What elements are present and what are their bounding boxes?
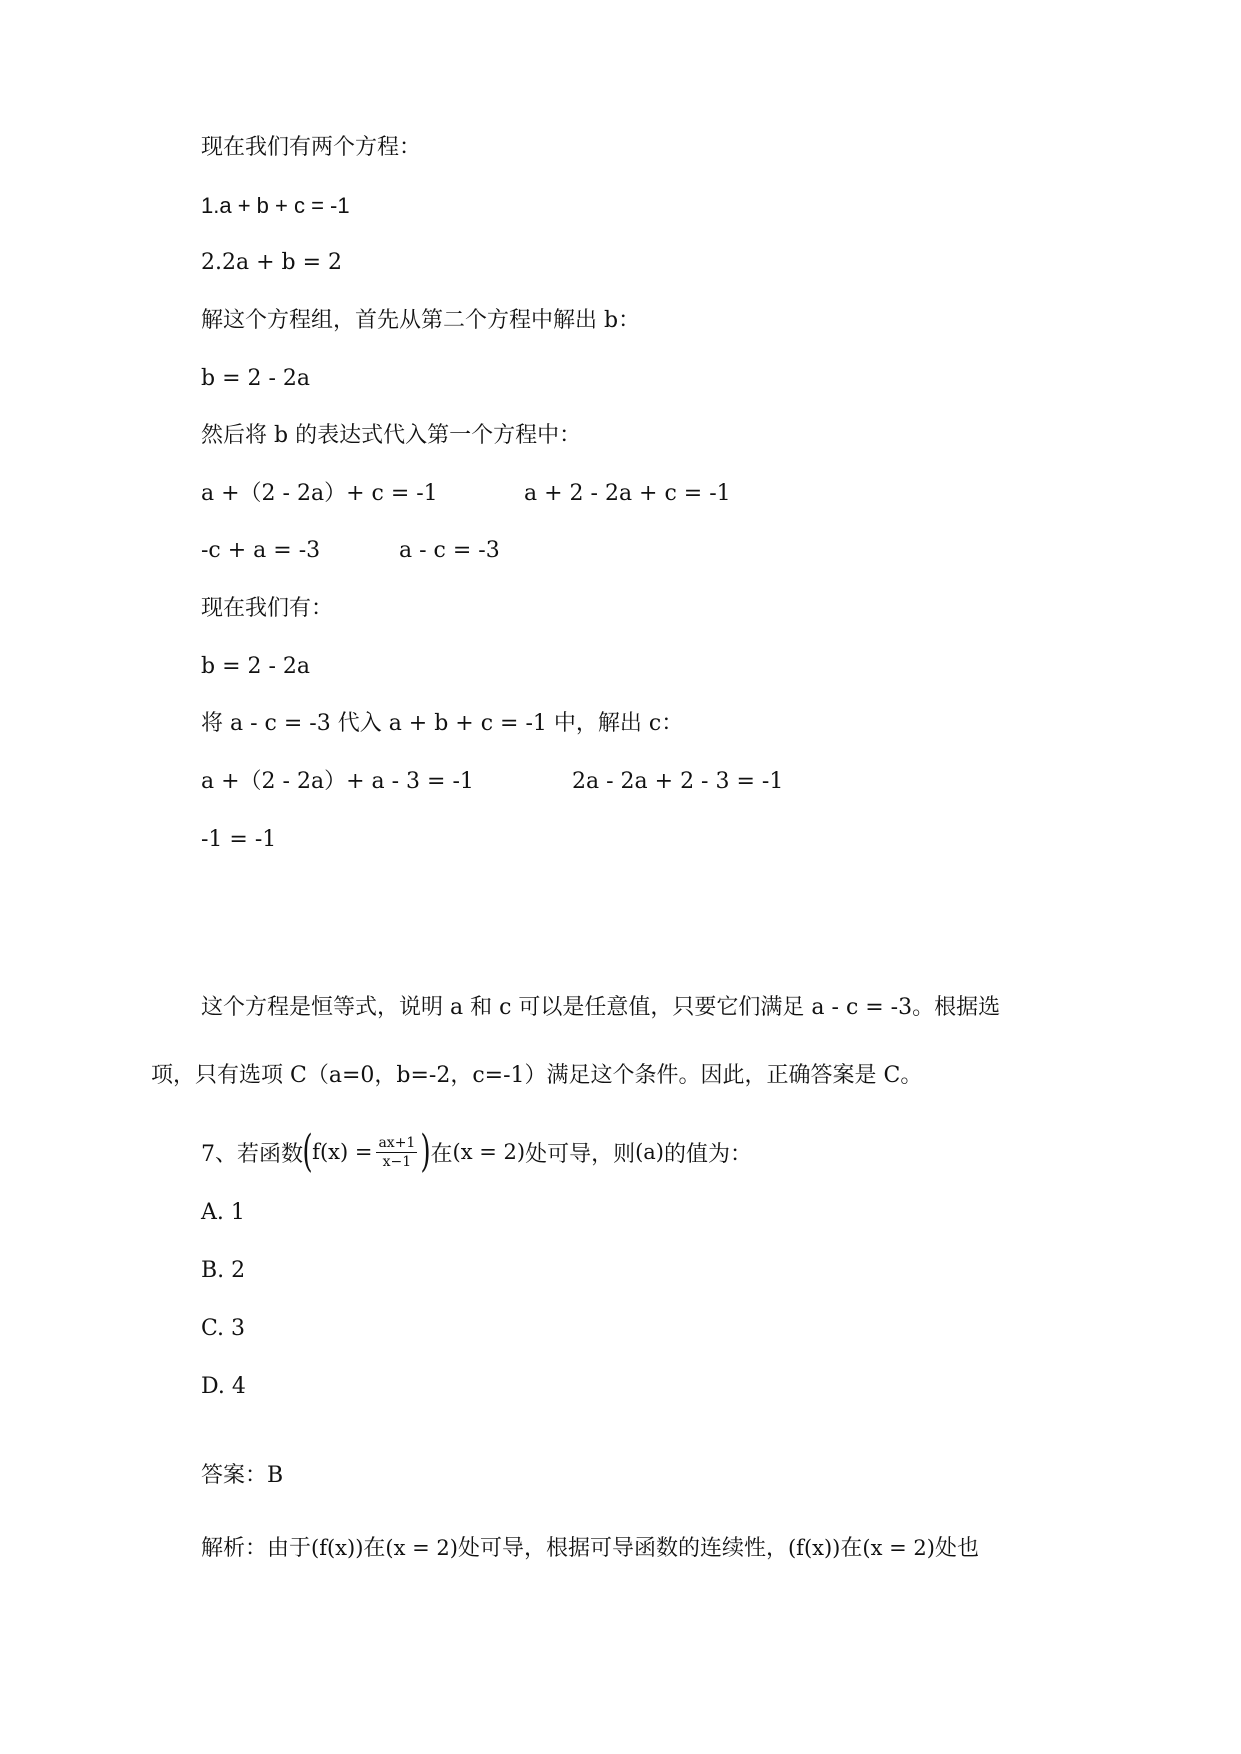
fraction bbox=[376, 1135, 417, 1170]
function-lhs: f(x) = bbox=[312, 1140, 373, 1164]
text-line: 现在我们有： bbox=[201, 596, 334, 621]
text-line: 解这个方程组，首先从第二个方程中解出 b： bbox=[201, 308, 641, 333]
analysis-text: 在 bbox=[840, 1536, 863, 1561]
equation-line: a + 2 - 2a + c = -1 bbox=[524, 481, 731, 506]
option-c: C. 3 bbox=[201, 1316, 246, 1341]
analysis-line bbox=[201, 1533, 979, 1564]
question-text: 处可导，则 bbox=[525, 1141, 636, 1167]
right-paren: ) bbox=[420, 1126, 432, 1177]
equation-line: -1 = -1 bbox=[201, 827, 277, 852]
equation-line: -c + a = -3 bbox=[201, 538, 321, 563]
text-line: 现在我们有两个方程： bbox=[201, 135, 422, 160]
equation-line: a - c = -3 bbox=[399, 538, 500, 563]
analysis-text: 处也 bbox=[934, 1536, 979, 1561]
question-7 bbox=[201, 1124, 752, 1180]
equation-line: b = 2 - 2a bbox=[201, 366, 311, 391]
equation-line: a +（2 - 2a）+ c = -1 bbox=[201, 481, 438, 506]
left-paren: ( bbox=[302, 1126, 313, 1177]
fraction-numerator: ax+1 bbox=[378, 1134, 416, 1151]
paragraph-line: 这个方程是恒等式，说明 a 和 c 可以是任意值，只要它们满足 a - c = -3。根据选 bbox=[201, 995, 1001, 1020]
math-variable: (a) bbox=[635, 1140, 664, 1164]
answer-line: 答案：B bbox=[201, 1463, 284, 1488]
fraction-denominator: x−1 bbox=[382, 1153, 412, 1170]
analysis-text: 处可导，根据可导函数的连续性， bbox=[457, 1536, 788, 1561]
question-text: 在 bbox=[430, 1141, 453, 1167]
equation-line: b = 2 - 2a bbox=[201, 654, 311, 679]
math-function: (f(x)) bbox=[787, 1536, 841, 1560]
analysis-text: 在 bbox=[363, 1536, 386, 1561]
question-text: 的值为： bbox=[664, 1141, 753, 1167]
option-a: A. 1 bbox=[201, 1200, 245, 1225]
math-function: (f(x)) bbox=[311, 1536, 364, 1560]
option-b: B. 2 bbox=[201, 1258, 246, 1283]
equation-2: 2.2a + b = 2 bbox=[201, 250, 343, 275]
text-line: 将 a - c = -3 代入 a + b + c = -1 中，解出 c： bbox=[201, 711, 684, 736]
question-prefix: 7、若函数 bbox=[201, 1141, 303, 1167]
paragraph-line: 项，只有选项 C（a=0，b=-2，c=-1）满足这个条件。因此，正确答案是 C。 bbox=[151, 1063, 923, 1088]
text-line: 然后将 b 的表达式代入第一个方程中： bbox=[201, 423, 582, 448]
equation-line: a +（2 - 2a）+ a - 3 = -1 bbox=[201, 769, 474, 794]
option-d: D. 4 bbox=[201, 1374, 246, 1399]
analysis-text: 解析：由于 bbox=[201, 1536, 312, 1561]
equation-1: 1.a + b + c = -1 bbox=[201, 193, 350, 218]
math-point: (x = 2) bbox=[385, 1536, 458, 1560]
equation-line: 2a - 2a + 2 - 3 = -1 bbox=[572, 769, 784, 794]
math-point: (x = 2) bbox=[862, 1536, 935, 1560]
math-point: (x = 2) bbox=[452, 1140, 526, 1164]
